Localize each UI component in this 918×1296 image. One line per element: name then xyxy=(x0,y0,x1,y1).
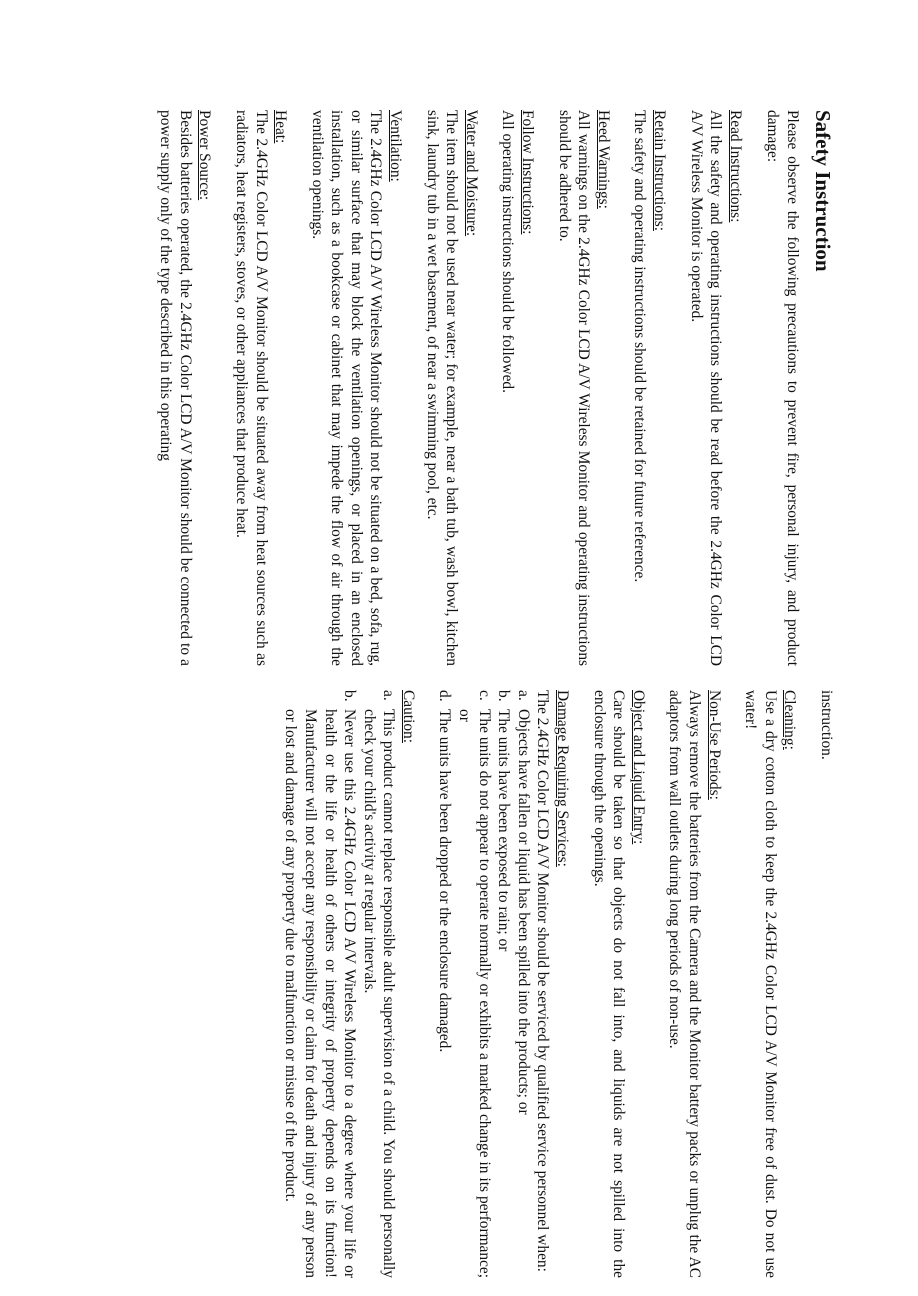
list-marker: c. xyxy=(475,690,493,701)
right-column xyxy=(264,690,836,1278)
section-heading: Follow Instructions: xyxy=(519,110,537,235)
list-item-text: Never use this 2.4GHz Color LCD A/V Wireless Monitor to a degree where your life or health or the life or health of others or integrity of property depends on its function! Manufacturer will not accept any responsibility or claim for death and injury of any person or lost and damage of any property due to malfunction or misuse of the product. xyxy=(282,709,359,1278)
section-heading: Heat: xyxy=(272,110,290,144)
list-item-text: Objects have fallen or liquid has been spilled into the products; or xyxy=(514,709,532,1115)
section-heading: Damage Requiring Services: xyxy=(554,690,572,867)
section-read-instructions xyxy=(686,110,745,666)
list-item-text: The units do not appear to operate normally or exhibits a marked change in its performance; or xyxy=(456,709,493,1278)
page-title: Safety Instruction xyxy=(811,110,835,272)
list-item xyxy=(455,690,494,1278)
section-text: Always remove the batteries from the Camera and the Monitor battery packs or unplug the AC adaptors from wall outlets during long periods of non-use. xyxy=(666,690,704,1278)
section-power-source xyxy=(156,110,215,666)
section-text: The 2.4GHz Color LCD A/V Wireless Monitor should not be situated on a bed, sofa, rug, or similar surface that may block the ventilation openings, or placed in an enclosed installation, such as a bookcase or cabinet that may impede the flow of air through the ventilation openings. xyxy=(308,110,385,666)
section-ventilation xyxy=(307,110,405,666)
list-item xyxy=(494,690,514,1278)
section-text: The 2.4GHz Color LCD A/V Monitor should be serviced by qualified service personnel when: xyxy=(534,690,552,1272)
section-heading: Water and Moisture: xyxy=(462,110,480,237)
left-column xyxy=(139,110,836,666)
section-text: All warnings on the 2.4GHz Color LCD A/V Wireless Monitor and operating instructions should be adhered to. xyxy=(555,110,593,666)
list-marker: b. xyxy=(341,690,359,702)
section-retain-instructions xyxy=(630,110,669,666)
section-heading: Cleaning: xyxy=(781,690,799,750)
list-item-text: The units have been exposed to rain; or xyxy=(495,709,513,952)
section-text: Besides batteries operated, the 2.4GHz Color LCD A/V Monitor should be connected to a power supply only of the type described in this operating xyxy=(157,110,194,666)
section-follow-instructions xyxy=(498,110,537,666)
list-item xyxy=(359,690,398,1278)
list-marker: a. xyxy=(380,690,398,701)
section-cleaning xyxy=(741,690,800,1278)
section-object-and-liquid-entry xyxy=(589,690,648,1278)
section-heading: Ventilation: xyxy=(387,110,405,182)
list-item xyxy=(513,690,533,1278)
caution-list xyxy=(281,690,399,1278)
section-heed-warnings xyxy=(554,110,613,666)
section-heat xyxy=(231,110,290,666)
section-non-use-periods xyxy=(665,690,724,1278)
list-item-text: The units have been dropped or the enclosure damaged. xyxy=(436,709,454,1053)
section-text: All the safety and operating instructions should be read before the 2.4GHz Color LCD A/V Wireless Monitor is operated. xyxy=(687,110,725,666)
list-marker: b. xyxy=(495,690,513,702)
section-water-and-moisture xyxy=(422,110,481,666)
intro-paragraph: Please observe the following precautions to prevent fire, personal injury, and product damage: xyxy=(764,110,801,666)
damage-list xyxy=(435,690,533,1278)
list-item xyxy=(435,690,455,1278)
section-damage-requiring-services xyxy=(435,690,572,1278)
section-heading: Caution: xyxy=(399,690,417,744)
section-heading: Non-Use Periods: xyxy=(705,690,723,800)
section-heading: Object and Liquid Entry: xyxy=(629,690,647,845)
list-item-text: This product cannot replace responsible adult supervision of a child. You should personally check your child's activity at regular intervals. xyxy=(360,709,398,1278)
section-text: The safety and operating instructions should be retained for future reference. xyxy=(631,110,649,583)
section-text: Use a dry cotton cloth to keep the 2.4GHz Color LCD A/V Monitor free of dust. Do not use water! xyxy=(742,690,779,1278)
list-marker: a. xyxy=(514,690,532,701)
list-marker: d. xyxy=(436,690,454,702)
section-heading: Read Instructions: xyxy=(726,110,744,223)
section-text: The item should not be used near water; for example, near a bath tub, wash bowl, kitchen sink, laundry tub in a wet basement, of near a swimming pool, etc. xyxy=(423,110,461,666)
section-heading: Retain Instructions: xyxy=(651,110,669,231)
section-caution xyxy=(281,690,418,1278)
section-heading: Power Source: xyxy=(196,110,214,201)
section-text: All operating instructions should be followed. xyxy=(499,110,517,393)
continuation-text: instruction. xyxy=(818,690,835,760)
list-item xyxy=(281,690,359,1278)
section-text: The 2.4GHz Color LCD A/V Monitor should be situated away from heat sources such as radiators, heat registers, stoves, or other appliances that produce heat. xyxy=(232,110,270,666)
section-text: Care should be taken so that objects do not fall into, and liquids are not spilled into the enclosure through the openings. xyxy=(590,690,628,1278)
section-heading: Heed Warnings: xyxy=(594,110,612,209)
